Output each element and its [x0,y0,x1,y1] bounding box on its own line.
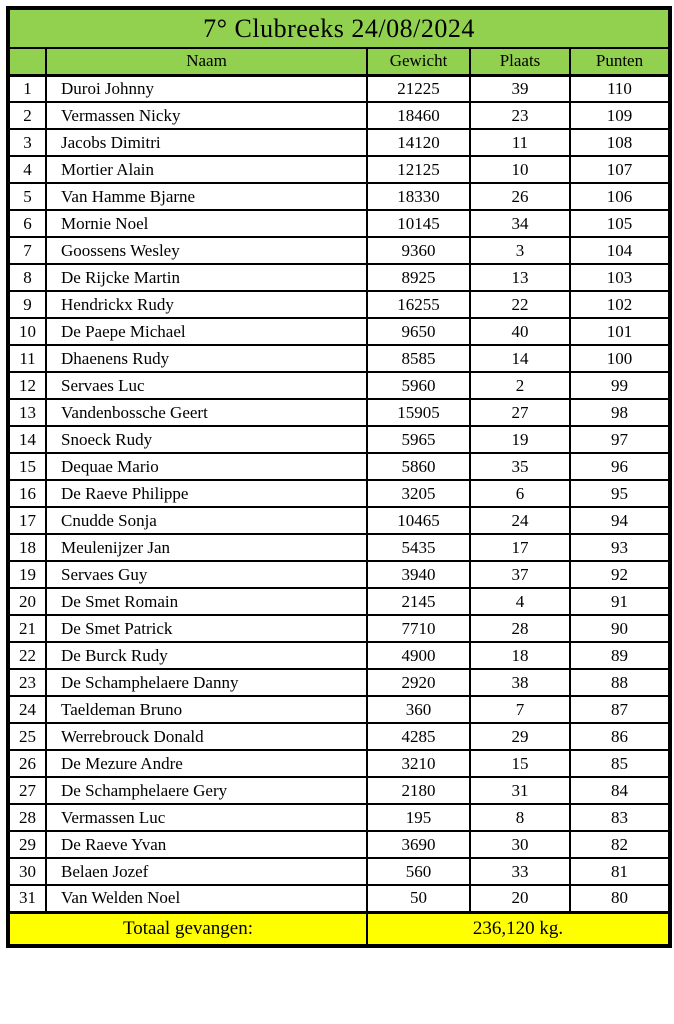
weight-cell: 10145 [367,210,470,237]
rank-cell: 30 [8,858,46,885]
name-cell: Servaes Luc [46,372,367,399]
rank-cell: 10 [8,318,46,345]
place-cell: 18 [470,642,570,669]
place-cell: 24 [470,507,570,534]
name-cell: De Burck Rudy [46,642,367,669]
name-cell: Mornie Noel [46,210,367,237]
table-row [8,561,670,588]
points-cell: 94 [570,507,670,534]
weight-cell: 5435 [367,534,470,561]
weight-cell: 2145 [367,588,470,615]
rank-cell: 14 [8,426,46,453]
table-row [8,426,670,453]
points-cell: 97 [570,426,670,453]
points-cell: 84 [570,777,670,804]
weight-cell: 195 [367,804,470,831]
weight-cell: 4900 [367,642,470,669]
place-cell: 26 [470,183,570,210]
points-cell: 104 [570,237,670,264]
place-cell: 6 [470,480,570,507]
place-cell: 23 [470,102,570,129]
place-cell: 7 [470,696,570,723]
table-row [8,858,670,885]
rank-cell: 11 [8,345,46,372]
place-cell: 4 [470,588,570,615]
column-header-place: Plaats [470,48,570,75]
weight-cell: 3210 [367,750,470,777]
name-cell: Jacobs Dimitri [46,129,367,156]
points-cell: 99 [570,372,670,399]
table-row [8,750,670,777]
name-cell: Goossens Wesley [46,237,367,264]
points-cell: 95 [570,480,670,507]
name-cell: De Smet Patrick [46,615,367,642]
rank-cell: 28 [8,804,46,831]
place-cell: 8 [470,804,570,831]
rank-cell: 31 [8,885,46,912]
points-cell: 101 [570,318,670,345]
points-cell: 110 [570,75,670,102]
place-cell: 17 [470,534,570,561]
rank-cell: 21 [8,615,46,642]
place-cell: 35 [470,453,570,480]
rank-cell: 4 [8,156,46,183]
name-cell: Taeldeman Bruno [46,696,367,723]
rank-cell: 20 [8,588,46,615]
name-cell: De Raeve Philippe [46,480,367,507]
weight-cell: 3205 [367,480,470,507]
points-cell: 106 [570,183,670,210]
rank-cell: 9 [8,291,46,318]
name-cell: Werrebrouck Donald [46,723,367,750]
name-cell: Vandenbossche Geert [46,399,367,426]
name-cell: De Smet Romain [46,588,367,615]
place-cell: 38 [470,669,570,696]
weight-cell: 7710 [367,615,470,642]
points-cell: 85 [570,750,670,777]
rank-cell: 26 [8,750,46,777]
table-row [8,237,670,264]
place-cell: 11 [470,129,570,156]
rank-cell: 12 [8,372,46,399]
rank-cell: 1 [8,75,46,102]
table-row [8,75,670,102]
rank-cell: 29 [8,831,46,858]
table-row [8,480,670,507]
place-cell: 2 [470,372,570,399]
total-row [8,912,670,946]
name-cell: Vermassen Nicky [46,102,367,129]
name-cell: Servaes Guy [46,561,367,588]
weight-cell: 9650 [367,318,470,345]
place-cell: 30 [470,831,570,858]
table-row [8,210,670,237]
points-cell: 100 [570,345,670,372]
name-cell: Van Hamme Bjarne [46,183,367,210]
rank-cell: 19 [8,561,46,588]
name-cell: De Raeve Yvan [46,831,367,858]
place-cell: 20 [470,885,570,912]
points-cell: 82 [570,831,670,858]
name-cell: Cnudde Sonja [46,507,367,534]
rank-cell: 18 [8,534,46,561]
place-cell: 29 [470,723,570,750]
place-cell: 3 [470,237,570,264]
table-row [8,399,670,426]
total-value: 236,120 kg. [367,912,670,946]
weight-cell: 2180 [367,777,470,804]
points-cell: 81 [570,858,670,885]
table-row [8,615,670,642]
weight-cell: 15905 [367,399,470,426]
rank-cell: 23 [8,669,46,696]
column-header-weight: Gewicht [367,48,470,75]
table-row [8,129,670,156]
points-cell: 88 [570,669,670,696]
weight-cell: 8585 [367,345,470,372]
weight-cell: 5965 [367,426,470,453]
points-cell: 86 [570,723,670,750]
total-label: Totaal gevangen: [8,912,367,946]
table-row [8,291,670,318]
table-row [8,453,670,480]
weight-cell: 12125 [367,156,470,183]
column-header-row [8,48,670,75]
rank-cell: 15 [8,453,46,480]
rank-cell: 2 [8,102,46,129]
rank-cell: 6 [8,210,46,237]
table-row [8,345,670,372]
weight-cell: 3940 [367,561,470,588]
points-cell: 91 [570,588,670,615]
weight-cell: 18330 [367,183,470,210]
weight-cell: 50 [367,885,470,912]
name-cell: Belaen Jozef [46,858,367,885]
weight-cell: 21225 [367,75,470,102]
place-cell: 19 [470,426,570,453]
weight-cell: 4285 [367,723,470,750]
points-cell: 87 [570,696,670,723]
weight-cell: 5860 [367,453,470,480]
weight-cell: 18460 [367,102,470,129]
name-cell: Snoeck Rudy [46,426,367,453]
place-cell: 33 [470,858,570,885]
points-cell: 80 [570,885,670,912]
points-cell: 93 [570,534,670,561]
points-cell: 107 [570,156,670,183]
name-cell: Dhaenens Rudy [46,345,367,372]
points-cell: 83 [570,804,670,831]
rank-cell: 8 [8,264,46,291]
name-cell: De Mezure Andre [46,750,367,777]
table-row [8,669,670,696]
place-cell: 34 [470,210,570,237]
table-row [8,507,670,534]
points-cell: 89 [570,642,670,669]
points-cell: 103 [570,264,670,291]
results-table [6,6,672,948]
column-header-name: Naam [46,48,367,75]
place-cell: 10 [470,156,570,183]
table-row [8,885,670,912]
weight-cell: 9360 [367,237,470,264]
table-row [8,372,670,399]
place-cell: 22 [470,291,570,318]
rank-cell: 17 [8,507,46,534]
table-row [8,183,670,210]
place-cell: 13 [470,264,570,291]
weight-cell: 16255 [367,291,470,318]
rank-cell: 25 [8,723,46,750]
table-row [8,642,670,669]
name-cell: De Rijcke Martin [46,264,367,291]
weight-cell: 360 [367,696,470,723]
table-row [8,831,670,858]
points-cell: 109 [570,102,670,129]
title-row [8,8,670,48]
table-row [8,534,670,561]
weight-cell: 10465 [367,507,470,534]
rank-cell: 5 [8,183,46,210]
table-row [8,723,670,750]
name-cell: De Paepe Michael [46,318,367,345]
table-row [8,777,670,804]
name-cell: Dequae Mario [46,453,367,480]
page-title: 7° Clubreeks 24/08/2024 [8,8,670,48]
points-cell: 98 [570,399,670,426]
name-cell: Vermassen Luc [46,804,367,831]
points-cell: 90 [570,615,670,642]
rank-cell: 7 [8,237,46,264]
points-cell: 108 [570,129,670,156]
place-cell: 37 [470,561,570,588]
rank-cell: 22 [8,642,46,669]
weight-cell: 8925 [367,264,470,291]
rank-cell: 27 [8,777,46,804]
place-cell: 28 [470,615,570,642]
weight-cell: 2920 [367,669,470,696]
name-cell: Hendrickx Rudy [46,291,367,318]
place-cell: 14 [470,345,570,372]
table-row [8,318,670,345]
table-row [8,156,670,183]
rank-cell: 16 [8,480,46,507]
weight-cell: 3690 [367,831,470,858]
weight-cell: 5960 [367,372,470,399]
points-cell: 96 [570,453,670,480]
name-cell: Duroi Johnny [46,75,367,102]
column-header-rank [8,48,46,75]
table-row [8,804,670,831]
name-cell: Meulenijzer Jan [46,534,367,561]
place-cell: 31 [470,777,570,804]
table-row [8,102,670,129]
rank-cell: 24 [8,696,46,723]
name-cell: Van Welden Noel [46,885,367,912]
table-body [8,75,670,912]
points-cell: 92 [570,561,670,588]
place-cell: 39 [470,75,570,102]
rank-cell: 13 [8,399,46,426]
table-row [8,588,670,615]
weight-cell: 560 [367,858,470,885]
table-row [8,696,670,723]
points-cell: 102 [570,291,670,318]
column-header-points: Punten [570,48,670,75]
name-cell: De Schamphelaere Danny [46,669,367,696]
place-cell: 15 [470,750,570,777]
name-cell: Mortier Alain [46,156,367,183]
points-cell: 105 [570,210,670,237]
place-cell: 27 [470,399,570,426]
rank-cell: 3 [8,129,46,156]
weight-cell: 14120 [367,129,470,156]
name-cell: De Schamphelaere Gery [46,777,367,804]
place-cell: 40 [470,318,570,345]
table-row [8,264,670,291]
